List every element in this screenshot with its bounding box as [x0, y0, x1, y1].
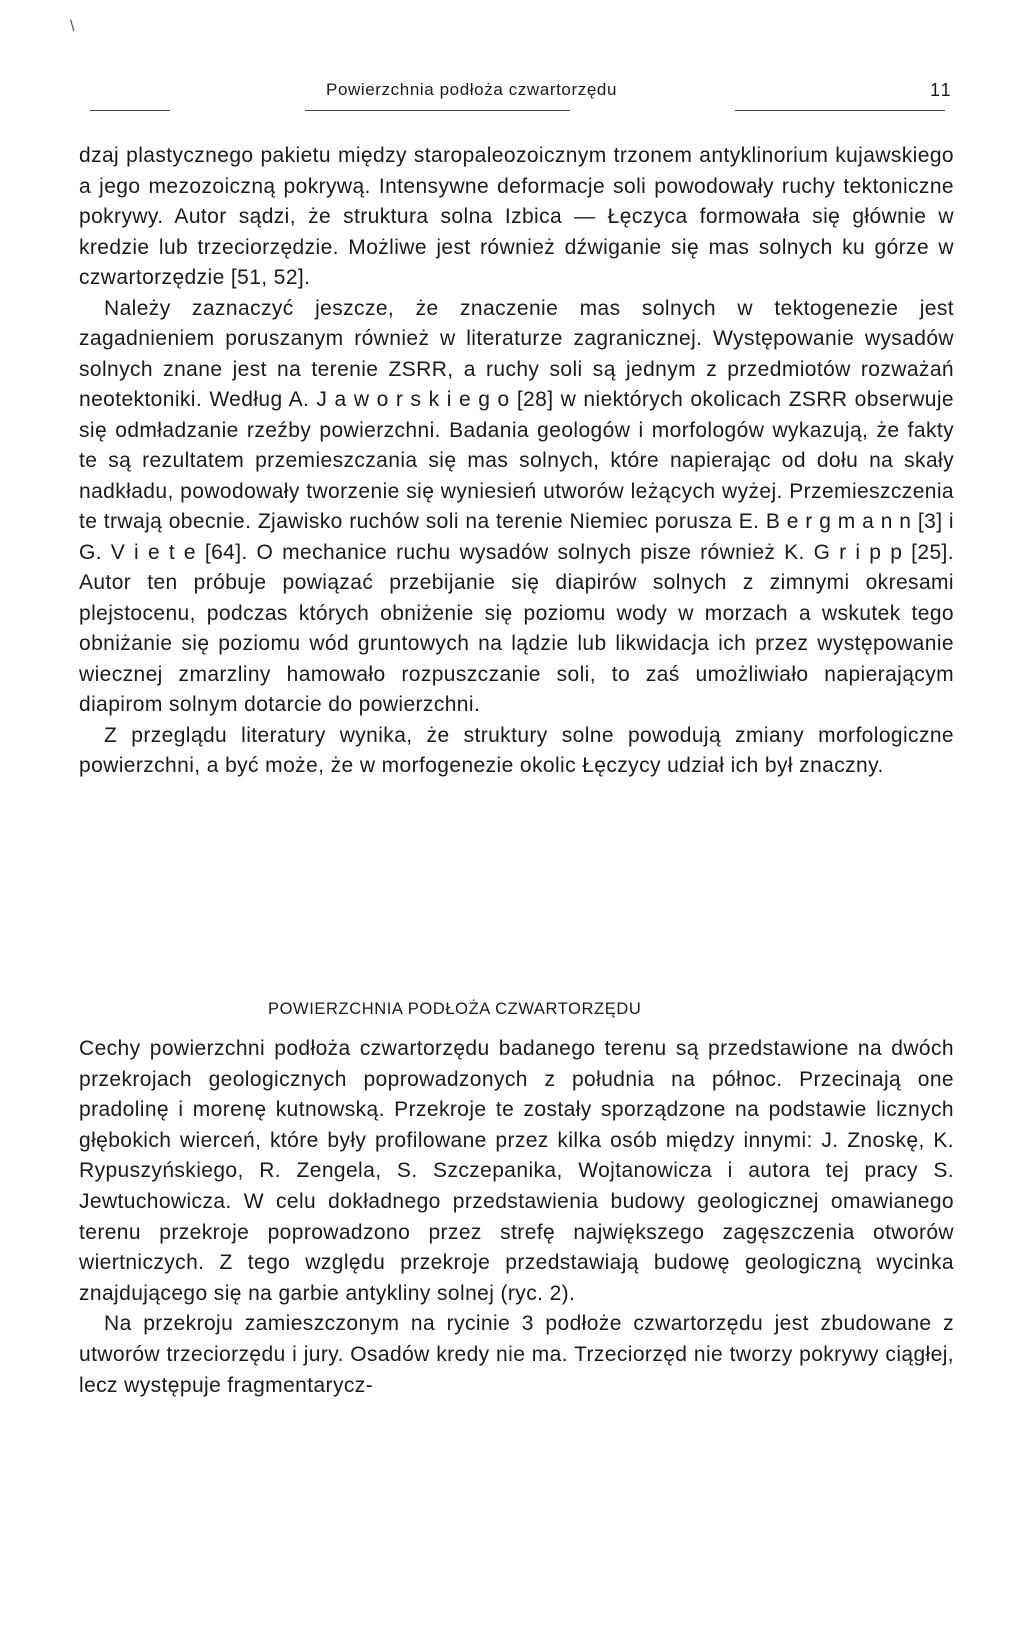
scan-mark: \ [70, 18, 75, 35]
section-heading: POWIERZCHNIA PODŁOŻA CZWARTORZĘDU [268, 1000, 642, 1018]
page-number: 11 [930, 80, 953, 100]
body-text-bottom [79, 1034, 954, 1401]
paragraph: Należy zaznaczyć jeszcze, że znaczenie mas solnych w tektogenezie jest zagadnieniem poruszanym również w literaturze zagranicznej. Występowanie wysadów solnych znane jest na terenie ZSRR, a ruchy soli są jednym z przedmiotów rozważań neotektoniki. Według A. J a w o r s k i e g o [28] w niektórych okolicach ZSRR obserwuje się odmładzanie rzeźby powierzchni. Badania geologów i morfologów wykazują, że fakty te są rezultatem przemieszczania się mas solnych, które napierając od dołu na skały nadkładu, powodowały tworzenie się wyniesień utworów leżących wyżej. Przemieszczenia te trwają obecnie. Zjawisko ruchów soli na terenie Niemiec porusza E. B e r g m a n n [3] i G. V i e t e [64]. O mechanice ruchu wysadów solnych pisze również K. G r i p p [25]. Autor ten próbuje powiązać przebijanie się diapirów solnych z zimnymi okresami plejstocenu, podczas których obniżenie się poziomu wody w morzach a wskutek tego obniżanie się poziomu wód gruntowych na lądzie lub likwidacja ich przez występowanie wiecznej zmarzliny hamowało rozpuszczanie soli, to zaś umożliwiało napierającym diapirom solnym dotarcie do powierzchni. [79, 296, 954, 716]
header-rule-left [90, 110, 170, 111]
header-rule-right [735, 110, 945, 111]
paragraph: dzaj plastycznego pakietu między staropaleozoicznym trzonem antyklinorium kujawskiego a jego mezozoiczną pokrywą. Intensywne deformacje soli powodowały ruchy tektoniczne pokrywy. Autor sądzi, że struktura solna Izbica — Łęczyca formowała się głównie w kredzie lub trzeciorzędzie. Możliwe jest również dźwiganie się mas solnych ku górze w czwartorzędzie [51, 52]. [79, 144, 954, 289]
paragraph: Cechy powierzchni podłoża czwartorzędu badanego terenu są przedstawione na dwóch przekrojach geologicznych poprowadzonych z południa na północ. Przecinają one pradolinę i morenę kutnowską. Przekroje te zostały sporządzone na podstawie licznych głębokich wierceń, które były profilowane przez kilka osób między innymi: J. Znoskę, K. Rypuszyńskiego, R. Zengela, S. Szczepanika, Wojtanowicza i autora tej pracy S. Jewtuchowicza. W celu dokładnego przedstawienia budowy geologicznej omawianego terenu przekroje poprowadzono przez strefę największego zagęszczenia otworów wiertniczych. Z tego względu przekroje przedstawiają budowę geologiczną wycinka znajdującego się na garbie antykliny solnej (ryc. 2). [79, 1037, 954, 1305]
paragraph: Na przekroju zamieszczonym na rycinie 3 podłoże czwartorzędu jest zbudowane z utworów trzeciorzędu i jury. Osadów kredy nie ma. Trzeciorzęd nie tworzy pokrywy ciągłej, lecz występuje fragmentarycz- [79, 1312, 954, 1397]
header-rule-center [305, 110, 570, 111]
body-text-top [79, 141, 954, 782]
paragraph: Z przeglądu literatury wynika, że struktury solne powodują zmiany morfologiczne powierzchni, a być może, że w morfogenezie okolic Łęczycy udział ich był znaczny. [79, 723, 954, 777]
running-head: Powierzchnia podłoża czwartorzędu [326, 80, 617, 99]
